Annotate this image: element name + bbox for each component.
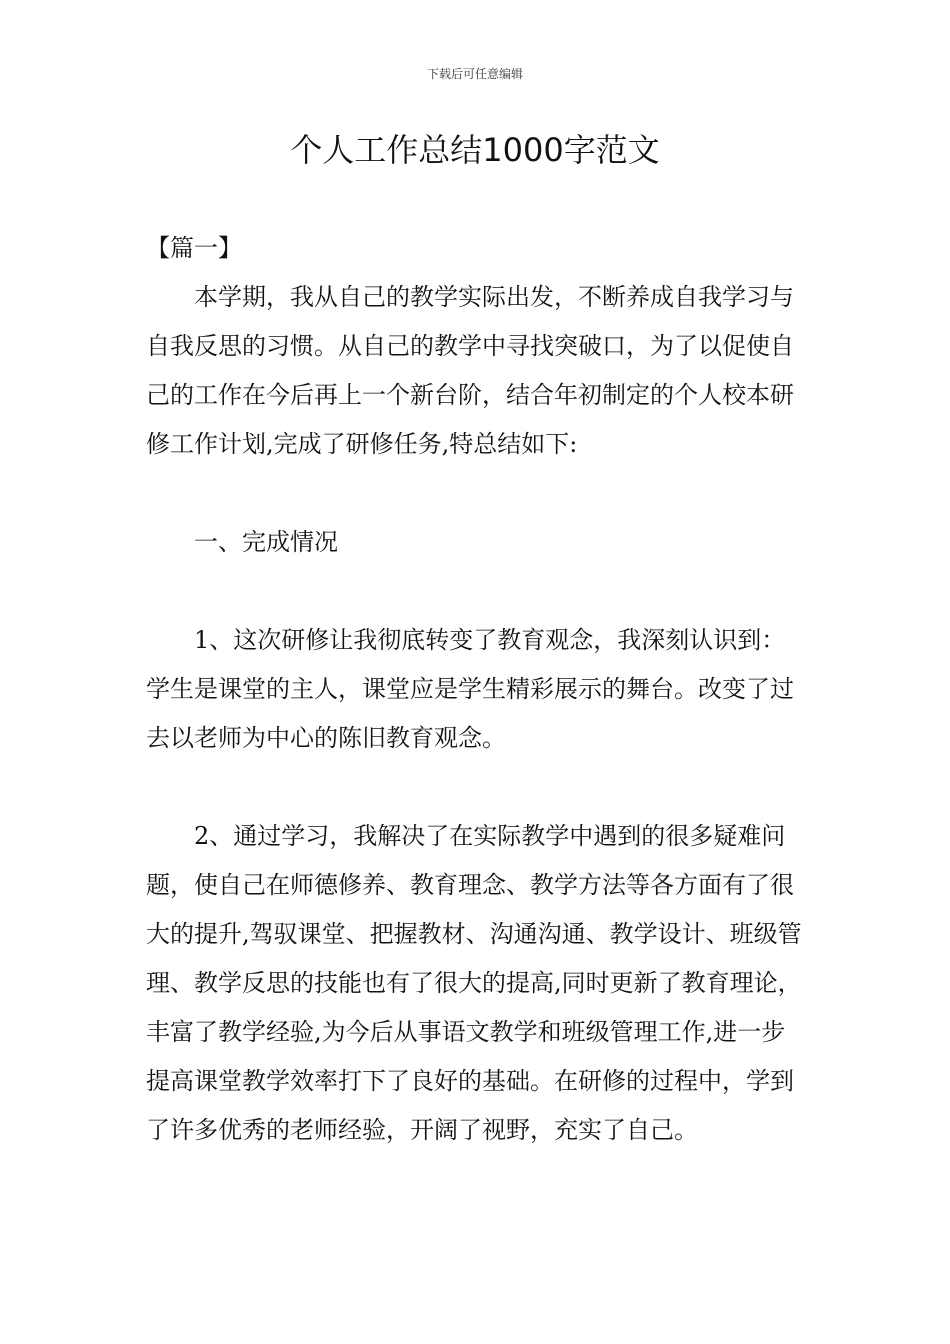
paragraph-intro: 本学期，我从自己的教学实际出发，不断养成自我学习与自我反思的习惯。从自己的教学中寻找突破口，为了以促使自己的工作在今后再上一个新台阶，结合年初制定的个人校本研修工作计划,完成了研修任务,特总结如下: xyxy=(146,283,794,458)
section-heading-completion: 一、完成情况 xyxy=(194,528,338,556)
paragraph-spacer xyxy=(146,763,806,812)
paragraph-item-1: 1、这次研修让我彻底转变了教育观念，我深刻认识到：学生是课堂的主人，课堂应是学生精彩展示的舞台。改变了过去以老师为中心的陈旧教育观念。 xyxy=(146,626,794,752)
document-body xyxy=(146,224,806,1155)
section-label: 【篇一】 xyxy=(146,234,242,262)
paragraph-item-2: 2、通过学习，我解决了在实际教学中遇到的很多疑难问题，使自己在师德修养、教育理念、教学方法等各方面有了很大的提升,驾驭课堂、把握教材、沟通沟通、教学设计、班级管理、教学反思的技能也有了很大的提高,同时更新了教育理论，丰富了教学经验,为今后从事语文教学和班级管理工作,进一步提高课堂教学效率打下了良好的基础。在研修的过程中，学到了许多优秀的老师经验，开阔了视野，充实了自己。 xyxy=(146,822,802,1144)
paragraph-spacer xyxy=(146,567,806,616)
header-note: 下载后可任意编辑 xyxy=(426,67,523,81)
page-title: 个人工作总结1000字范文 xyxy=(290,131,660,169)
paragraph-spacer xyxy=(146,469,806,518)
